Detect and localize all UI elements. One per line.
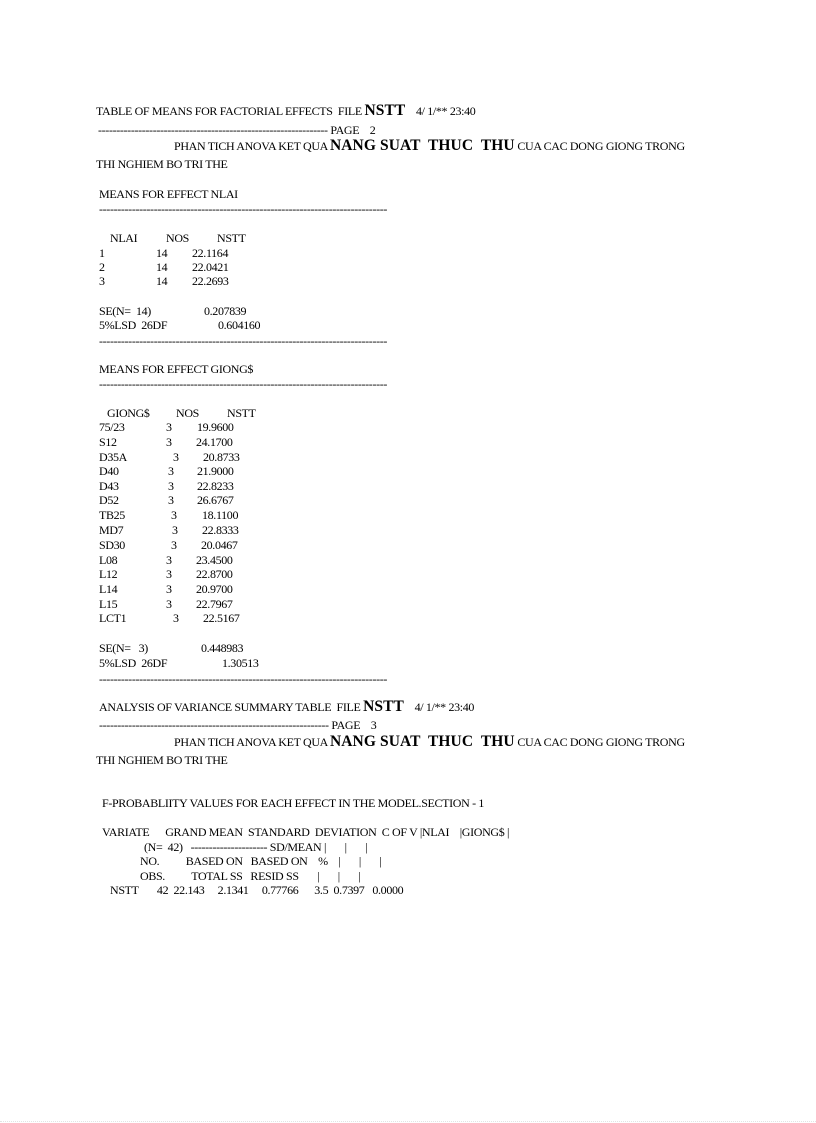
fprob-title: F-PROBABLIITY VALUES FOR EACH EFFECT IN THE MODEL.SECTION - 1 xyxy=(102,796,485,810)
fprob-n-line: (N= 42) --------------------- SD/MEAN | | | xyxy=(144,840,368,854)
section2-subtitle-line2: THI NGHIEM BO TRI THE xyxy=(96,753,228,767)
giong-header-nstt: NSTT xyxy=(227,406,256,420)
giong-header-giong: GIONG$ xyxy=(107,406,150,420)
page-bottom-edge xyxy=(0,1121,816,1122)
giong-row-nos: 3 xyxy=(172,523,178,537)
nlai-title: MEANS FOR EFFECT NLAI xyxy=(99,187,238,201)
giong-row-nstt: 23.4500 xyxy=(196,553,233,567)
giong-row-nos: 3 xyxy=(166,435,172,449)
giong-row-nos: 3 xyxy=(171,508,177,522)
fprob-header-line: VARIATE GRAND MEAN STANDARD DEVIATION C OF V |NLAI |GIONG$ | xyxy=(102,825,510,839)
giong-row-nstt: 20.8733 xyxy=(203,450,240,464)
giong-row-nos: 3 xyxy=(166,420,172,434)
fprob-total-line: OBS. TOTAL SS RESID SS | | | xyxy=(140,869,361,883)
giong-row-nos: 3 xyxy=(166,582,172,596)
giong-row-nos: 3 xyxy=(168,493,174,507)
section1-subtitle-line2: THI NGHIEM BO TRI THE xyxy=(96,157,228,171)
nlai-end-rule: ------------------------------------------------------------------------------- xyxy=(99,334,388,348)
nlai-row-label: 2 xyxy=(99,260,105,274)
nlai-header-nos: NOS xyxy=(166,231,189,245)
giong-rule: ------------------------------------------------------------------------------- xyxy=(99,377,388,391)
nlai-row-label: 1 xyxy=(99,246,105,260)
nlai-row-nstt: 22.0421 xyxy=(192,260,229,274)
section2-subtitle-big: NANG SUAT THUC THU xyxy=(329,733,515,750)
nlai-rule: ------------------------------------------------------------------------------- xyxy=(99,202,388,216)
giong-row-nstt: 22.7967 xyxy=(196,597,233,611)
section2-date-time: 4/ 1/** 23:40 xyxy=(404,700,475,714)
nlai-header-nlai: NLAI xyxy=(110,231,138,245)
giong-lsd-label: 5%LSD 26DF xyxy=(99,656,168,670)
nlai-row-label: 3 xyxy=(99,274,105,288)
giong-row-nos: 3 xyxy=(171,538,177,552)
fprob-nstt-row: NSTT 42 22.143 2.1341 0.77766 3.5 0.7397 0.0000 xyxy=(110,883,404,897)
giong-row-label: TB25 xyxy=(99,508,125,522)
nlai-row-nos: 14 xyxy=(156,246,168,260)
section1-header-prefix: TABLE OF MEANS FOR FACTORIAL EFFECTS FILE xyxy=(96,104,365,118)
section1-date-time: 4/ 1/** 23:40 xyxy=(405,104,476,118)
giong-row-label: MD7 xyxy=(99,523,124,537)
giong-row-nstt: 18.1100 xyxy=(202,508,239,522)
giong-row-nos: 3 xyxy=(168,464,174,478)
giong-row-nstt: 26.6767 xyxy=(197,493,234,507)
giong-row-nos: 3 xyxy=(168,479,174,493)
nlai-header-nstt: NSTT xyxy=(217,231,246,245)
nlai-se-value: 0.207839 xyxy=(204,304,247,318)
giong-row-nstt: 20.0467 xyxy=(201,538,238,552)
giong-row-label: L14 xyxy=(99,582,118,596)
giong-row-nstt: 22.8333 xyxy=(202,523,239,537)
fprob-based-line: NO. BASED ON BASED ON % | | | xyxy=(140,854,382,868)
section1-subtitle-b: CUA CAC DONG GIONG TRONG xyxy=(514,139,685,153)
giong-row-label: 75/23 xyxy=(99,420,125,434)
section2-page-line: --------------------------------------------------------------- PAGE 3 xyxy=(99,718,377,732)
giong-row-label: D52 xyxy=(99,493,119,507)
nlai-row-nos: 14 xyxy=(156,274,168,288)
giong-row-label: SD30 xyxy=(99,538,125,552)
nlai-row-nstt: 22.2693 xyxy=(192,274,229,288)
giong-row-nos: 3 xyxy=(173,450,179,464)
giong-row-nstt: 19.9600 xyxy=(197,420,234,434)
section2-subtitle xyxy=(174,735,685,749)
giong-row-label: D40 xyxy=(99,464,119,478)
giong-row-nos: 3 xyxy=(166,553,172,567)
giong-row-nstt: 22.8233 xyxy=(197,479,234,493)
giong-row-label: D35A xyxy=(99,450,127,464)
giong-row-label: LCT1 xyxy=(99,611,127,625)
giong-row-nstt: 22.8700 xyxy=(196,567,233,581)
giong-row-label: L12 xyxy=(99,567,118,581)
giong-row-label: L15 xyxy=(99,597,118,611)
giong-title: MEANS FOR EFFECT GIONG$ xyxy=(99,362,254,376)
section1-subtitle xyxy=(174,139,685,153)
nlai-lsd-label: 5%LSD 26DF xyxy=(99,318,168,332)
giong-row-nstt: 21.9000 xyxy=(197,464,234,478)
giong-row-nos: 3 xyxy=(173,611,179,625)
giong-row-label: L08 xyxy=(99,553,118,567)
giong-row-nos: 3 xyxy=(166,597,172,611)
section2-file-name: NSTT xyxy=(363,698,404,715)
section2-header-prefix: ANALYSIS OF VARIANCE SUMMARY TABLE FILE xyxy=(99,700,364,714)
section2-header xyxy=(99,700,474,714)
nlai-se-label: SE(N= 14) xyxy=(99,304,151,318)
giong-row-nstt: 20.9700 xyxy=(196,582,233,596)
giong-row-label: S12 xyxy=(99,435,117,449)
giong-end-rule: ------------------------------------------------------------------------------- xyxy=(99,672,388,686)
nlai-lsd-value: 0.604160 xyxy=(218,318,261,332)
giong-se-label: SE(N= 3) xyxy=(99,641,148,655)
giong-se-value: 0.448983 xyxy=(201,641,244,655)
section2-subtitle-a: PHAN TICH ANOVA KET QUA xyxy=(174,735,330,749)
section1-header xyxy=(96,104,475,118)
giong-row-nos: 3 xyxy=(166,567,172,581)
section2-subtitle-b: CUA CAC DONG GIONG TRONG xyxy=(514,735,685,749)
giong-lsd-value: 1.30513 xyxy=(222,656,259,670)
section1-subtitle-big: NANG SUAT THUC THU xyxy=(329,137,515,154)
section1-file-name: NSTT xyxy=(364,102,406,119)
giong-row-label: D43 xyxy=(99,479,119,493)
nlai-row-nstt: 22.1164 xyxy=(192,246,229,260)
section1-subtitle-a: PHAN TICH ANOVA KET QUA xyxy=(174,139,330,153)
giong-header-nos: NOS xyxy=(176,406,199,420)
section1-page-line: --------------------------------------------------------------- PAGE 2 xyxy=(98,123,376,137)
giong-row-nstt: 22.5167 xyxy=(203,611,240,625)
giong-row-nstt: 24.1700 xyxy=(196,435,233,449)
nlai-row-nos: 14 xyxy=(156,260,168,274)
